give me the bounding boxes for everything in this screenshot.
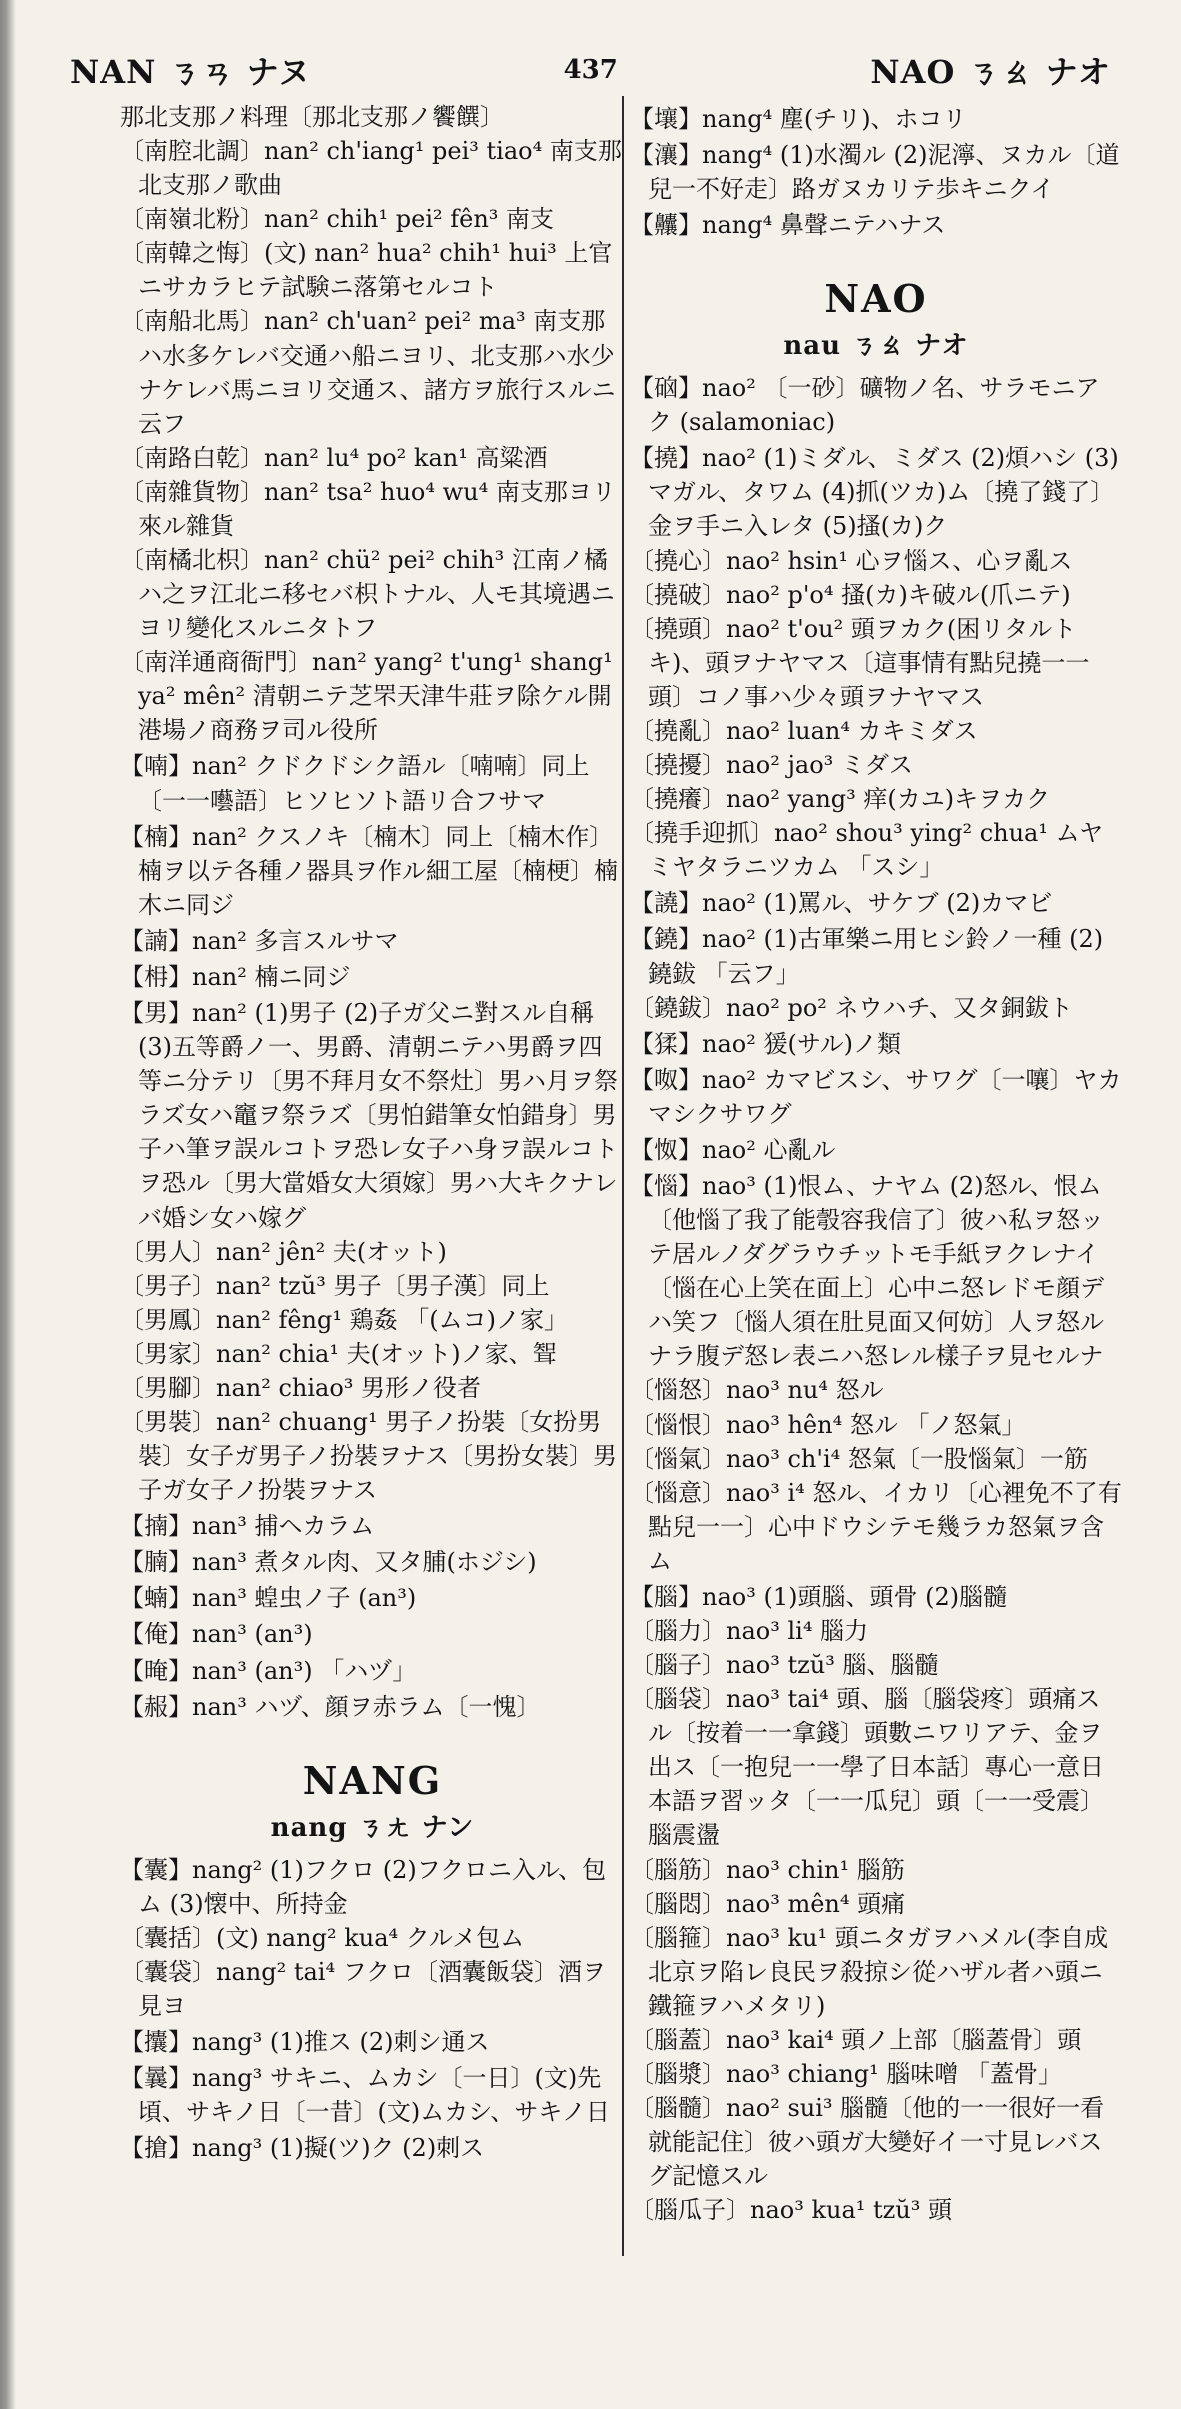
section-title-nao: NAO: [824, 276, 928, 322]
headword-entry: 【譊】nao² (1)罵ル、サケブ (2)カマビ: [630, 889, 1053, 918]
page-header: [70, 42, 1111, 98]
section-subtitle-nao: nau ㄋㄠ ナオ: [783, 331, 969, 362]
compound-entry: 〔腦悶〕nao³ mên⁴ 頭痛: [630, 1889, 906, 1918]
headword-entry: 【搶】nang³ (1)擬(ツ)ク (2)刺ス: [120, 2134, 485, 2163]
headword-entry: 【枏】nan² 楠ニ同ジ: [120, 962, 351, 991]
compound-entry: 〔男子〕nan² tzŭ³ 男子〔男子漢〕同上: [120, 1271, 550, 1300]
headword-entry: 【腦】nao³ (1)頭腦、頭骨 (2)腦髓: [630, 1582, 1008, 1611]
header-right-guide: NAO ㄋㄠ ナオ: [870, 53, 1111, 91]
compound-entry: 〔腦箍〕nao³ ku¹ 頭ニタガヲハメル(李自成北京ヲ陷レ良民ヲ殺掠シ從ハザル者ハ頭ニ鐵箍ヲハメタリ): [630, 1923, 1109, 2020]
headword-entry: 【惱】nao³ (1)恨ム、ナヤム (2)怒ル、恨ム〔他惱了我了能彀容我信了〕彼ハ私ヲ怒ッテ居ルノダグラウチットモ手紙ヲクレナイ〔惱在心上笑在面上〕心中ニ怒レドモ顔デハ笑フ〔惱人須在肚見面又何妨〕人ヲ怒ルナラ腹デ怒レ表ニハ怒レル樣子ヲ見セルナ: [630, 1171, 1104, 1371]
headword-entry: 【齉】nang⁴ 鼻聲ニテハナス: [630, 211, 946, 240]
compound-entry: 〔男裝〕nan² chuang¹ 男子ノ扮裝〔女扮男裝〕女子ガ男子ノ扮裝ヲナス〔男扮女裝〕男子ガ女子ノ扮裝ヲナス: [120, 1407, 618, 1505]
compound-entry: 〔惱意〕nao³ i⁴ 怒ル、イカリ〔心裡免不了有點兒一一〕心中ドウシテモ幾ラカ怒氣ヲ含ム: [630, 1478, 1122, 1575]
compound-entry: 〔撓頭〕nao² t'ou² 頭ヲカク(困リタルトキ)、頭ヲナヤマス〔這事情有點兒撓一一頭〕コノ事ハ少々頭ヲナヤマス: [630, 614, 1090, 711]
compound-entry: 〔撓手迎抓〕nao² shou³ ying² chua¹ ムヤミヤタラニツカム 「スシ」: [630, 819, 1104, 882]
nao-entry-list: [630, 371, 1122, 2227]
compound-entry: 〔南橘北枳〕nan² chü² pei² chih³ 江南ノ橘ハ之ヲ江北ニ移セバ枳トナル、人モ其境遇ニヨリ變化スルニタトフ: [120, 546, 615, 643]
headword-entry: 【揇】nan³ 捕ヘカラム: [120, 1512, 375, 1541]
headword-entry: 【壤】nang⁴ 塵(チリ)、ホコリ: [630, 105, 967, 133]
headword-entry: 【蝻】nan³ 蝗虫ノ子 (an³): [120, 1584, 417, 1613]
headword-entry: 【鐃】nao² (1)古軍樂ニ用ヒシ鈴ノ一種 (2)鐃鈸 「云フ」: [630, 925, 1104, 988]
compound-entry: 〔男家〕nan² chia¹ 夫(オット)ノ家、聟: [120, 1339, 557, 1368]
headword-entry: 【曩】nang³ サキニ、ムカシ〔一日〕(文)先頃、サキノ日〔一昔〕(文)ムカシ、サキノ日: [120, 2064, 610, 2127]
compound-entry: 〔腦蓋〕nao³ kai⁴ 頭ノ上部〔腦蓋骨〕頭: [630, 2025, 1082, 2054]
compound-entry: 〔男腳〕nan² chiao³ 男形ノ役者: [120, 1373, 482, 1402]
compound-entry: 〔腦子〕nao³ tzŭ³ 腦、腦髓: [630, 1651, 939, 1680]
compound-entry: 〔撓心〕nao² hsin¹ 心ヲ惱ス、心ヲ亂ス: [630, 546, 1073, 575]
headword-entry: 【俺】nan³ (an³): [120, 1620, 313, 1649]
compound-entry: 〔囊括〕(文) nang² kua⁴ クルメ包ム: [120, 1923, 525, 1952]
compound-entry: 〔惱氣〕nao³ ch'i⁴ 怒氣〔一股惱氣〕一筋: [630, 1444, 1088, 1473]
headword-entry: 【攮】nang³ (1)推ス (2)刺シ通ス: [120, 2027, 490, 2056]
compound-entry: 〔南腔北調〕nan² ch'iang¹ pei³ tiao⁴ 南支那北支那ノ歌曲: [120, 137, 622, 200]
headword-entry: 【呶】nao² カマビスシ、サワグ〔一嚷〕ヤカマシクサワグ: [630, 1065, 1122, 1128]
headword-entry: 【男】nan² (1)男子 (2)子ガ父ニ對スル自稱 (3)五等爵ノ一、男爵、清朝ニテハ男爵ヲ四等ニ分テリ〔男不拜月女不祭灶〕男ハ月ヲ祭ラズ女ハ竈ヲ祭ラズ〔男怕錯筆女怕錯身〕男子ハ筆ヲ誤ルコトヲ恐レ女子ハ身ヲ誤ルコトヲ恐ル〔男大當婚女大須嫁〕男ハ大キクナレバ婚シ女ハ嫁グ: [120, 999, 618, 1232]
compound-entry: 〔腦力〕nao³ li⁴ 腦力: [630, 1616, 869, 1645]
compound-entry: 〔男人〕nan² jên² 夫(オット): [120, 1237, 447, 1266]
headword-entry: 【諵】nan² 多言スルサマ: [120, 926, 399, 955]
nang-entry-list: [120, 1853, 625, 2166]
right-column: [630, 100, 1122, 2369]
compound-entry: 〔囊袋〕nang² tai⁴ フクロ〔酒囊飯袋〕酒ヲ見ヨ: [120, 1957, 606, 2020]
compound-entry: 〔撓亂〕nao² luan⁴ カキミダス: [630, 716, 978, 745]
headword-entry: 【腩】nan³ 煮タル肉、又タ脯(ホジシ): [120, 1548, 537, 1577]
compound-entry: 〔南洋通商衙門〕nan² yang² t'ung¹ shang¹ ya² mên² 清朝ニテ芝罘天津牛莊ヲ除ケル開港場ノ商務ヲ司ル役所: [120, 648, 613, 745]
compound-entry: 〔腦袋〕nao³ tai⁴ 頭、腦〔腦袋疼〕頭痛スル〔按着一一拿錢〕頭數ニワリアテ、金ヲ出ス〔一抱兒一一學了日本話〕專心一意日本語ヲ習ッタ〔一一瓜兒〕頭〔一一受震〕腦震盪: [630, 1685, 1104, 1850]
compound-entry: 〔鐃鈸〕nao² po² ネウハチ、又タ銅鈸ト: [630, 993, 1073, 1022]
page-number: 437: [563, 55, 618, 85]
headword-entry: 【囊】nang² (1)フクロ (2)フクロニ入ル、包ム (3)懐中、所持金: [120, 1855, 607, 1918]
headword-entry: 【赧】nan³ ハヅ、顔ヲ赤ラム〔一愧〕: [120, 1692, 541, 1721]
compound-entry: 〔撓破〕nao² p'o⁴ 搔(カ)キ破ル(爪ニテ): [630, 580, 1071, 609]
headword-entry: 【猱】nao² 猨(サル)ノ類: [630, 1029, 901, 1058]
compound-entry: 〔腦瓜子〕nao³ kua¹ tzŭ³ 頭: [630, 2196, 953, 2225]
compound-entry: 〔男鳳〕nan² fêng¹ 鶏姦 「(ムコ)ノ家」: [120, 1305, 568, 1334]
compound-entry: 〔惱恨〕nao³ hên⁴ 怒ル 「ノ怒氣」: [630, 1410, 1026, 1439]
compound-entry: 〔惱怒〕nao³ nu⁴ 怒ル: [630, 1376, 884, 1405]
compound-entry: 〔南船北馬〕nan² ch'uan² pei² ma³ 南支那ハ水多ケレバ交通ハ船ニヨリ、北支那ハ水少ナケレバ馬ニヨリ交通ス、諸方ヲ旅行スルニ云フ: [120, 307, 616, 438]
compound-entry: 〔南雜貨物〕nan² tsa² huo⁴ wu⁴ 南支那ヨリ來ル雜貨: [120, 477, 616, 540]
compound-entry: 〔南嶺北粉〕nan² chih¹ pei² fên³ 南支: [120, 205, 555, 234]
headword-entry: 【瀼】nang⁴ (1)水濁ル (2)泥濘、ヌカル〔道兒一不好走〕路ガヌカリテ歩キニクイ: [630, 141, 1120, 204]
page-binding-edge: [0, 0, 16, 2409]
headword-entry: 【晻】nan³ (an³) 「ハヅ」: [120, 1656, 417, 1685]
section-title-nang: NANG: [302, 1757, 443, 1803]
headword-entry: 【硇】nao² 〔一砂〕礦物ノ名、サラモニアク (salamoniac): [630, 374, 1100, 437]
section-subtitle-nang: nang ㄋㄤ ナン: [270, 1812, 475, 1843]
compound-entry: 〔南路白乾〕nan² lu⁴ po² kan¹ 高粱酒: [120, 443, 548, 472]
headword-entry: 【怓】nao² 心亂ル: [630, 1135, 836, 1164]
headword-entry: 【撓】nao² (1)ミダル、ミダス (2)煩ハシ (3)マガル、タワム (4)抓(ツカ)ム〔撓了錢了〕金ヲ手ニ入レタ (5)搔(カ)ク: [630, 444, 1119, 541]
left-entry-list: [120, 100, 625, 1724]
compound-entry: 〔南韓之悔〕(文) nan² hua² chih¹ hui³ 上官ニサカラヒテ試験ニ落第セルコト: [120, 239, 613, 302]
compound-entry: 〔腦筋〕nao³ chin¹ 腦筋: [630, 1855, 905, 1884]
headword-entry: 【楠】nan² クスノキ〔楠木〕同上〔楠木作〕楠ヲ以テ各種ノ器具ヲ作ル細工屋〔楠梗〕楠木ニ同ジ: [120, 822, 618, 919]
left-column: [120, 100, 625, 2369]
headword-entry: 【喃】nan² クドクドシク語ル〔喃喃〕同上〔一一囈語〕ヒソヒソト語リ合フサマ: [120, 752, 590, 815]
compound-entry: 〔撓擾〕nao² jao³ ミダス: [630, 751, 913, 780]
compound-entry: 〔腦漿〕nao³ chiang¹ 腦味噌 「蓋骨」: [630, 2060, 1063, 2088]
compound-entry: 〔腦髓〕nao² sui³ 腦髓〔他的一一很好一看就能記住〕彼ハ頭ガ大變好イ一寸見レバスグ記憶スル: [630, 2094, 1105, 2191]
header-left-guide: NAN ㄋㄢ ナヌ: [70, 53, 312, 91]
right-top-entry-list: [630, 102, 1122, 242]
compound-entry: 那北支那ノ料理〔那北支那ノ饗饌〕: [120, 103, 504, 131]
compound-entry: 〔撓癢〕nao² yang³ 痒(カユ)キヲカク: [630, 785, 1051, 814]
